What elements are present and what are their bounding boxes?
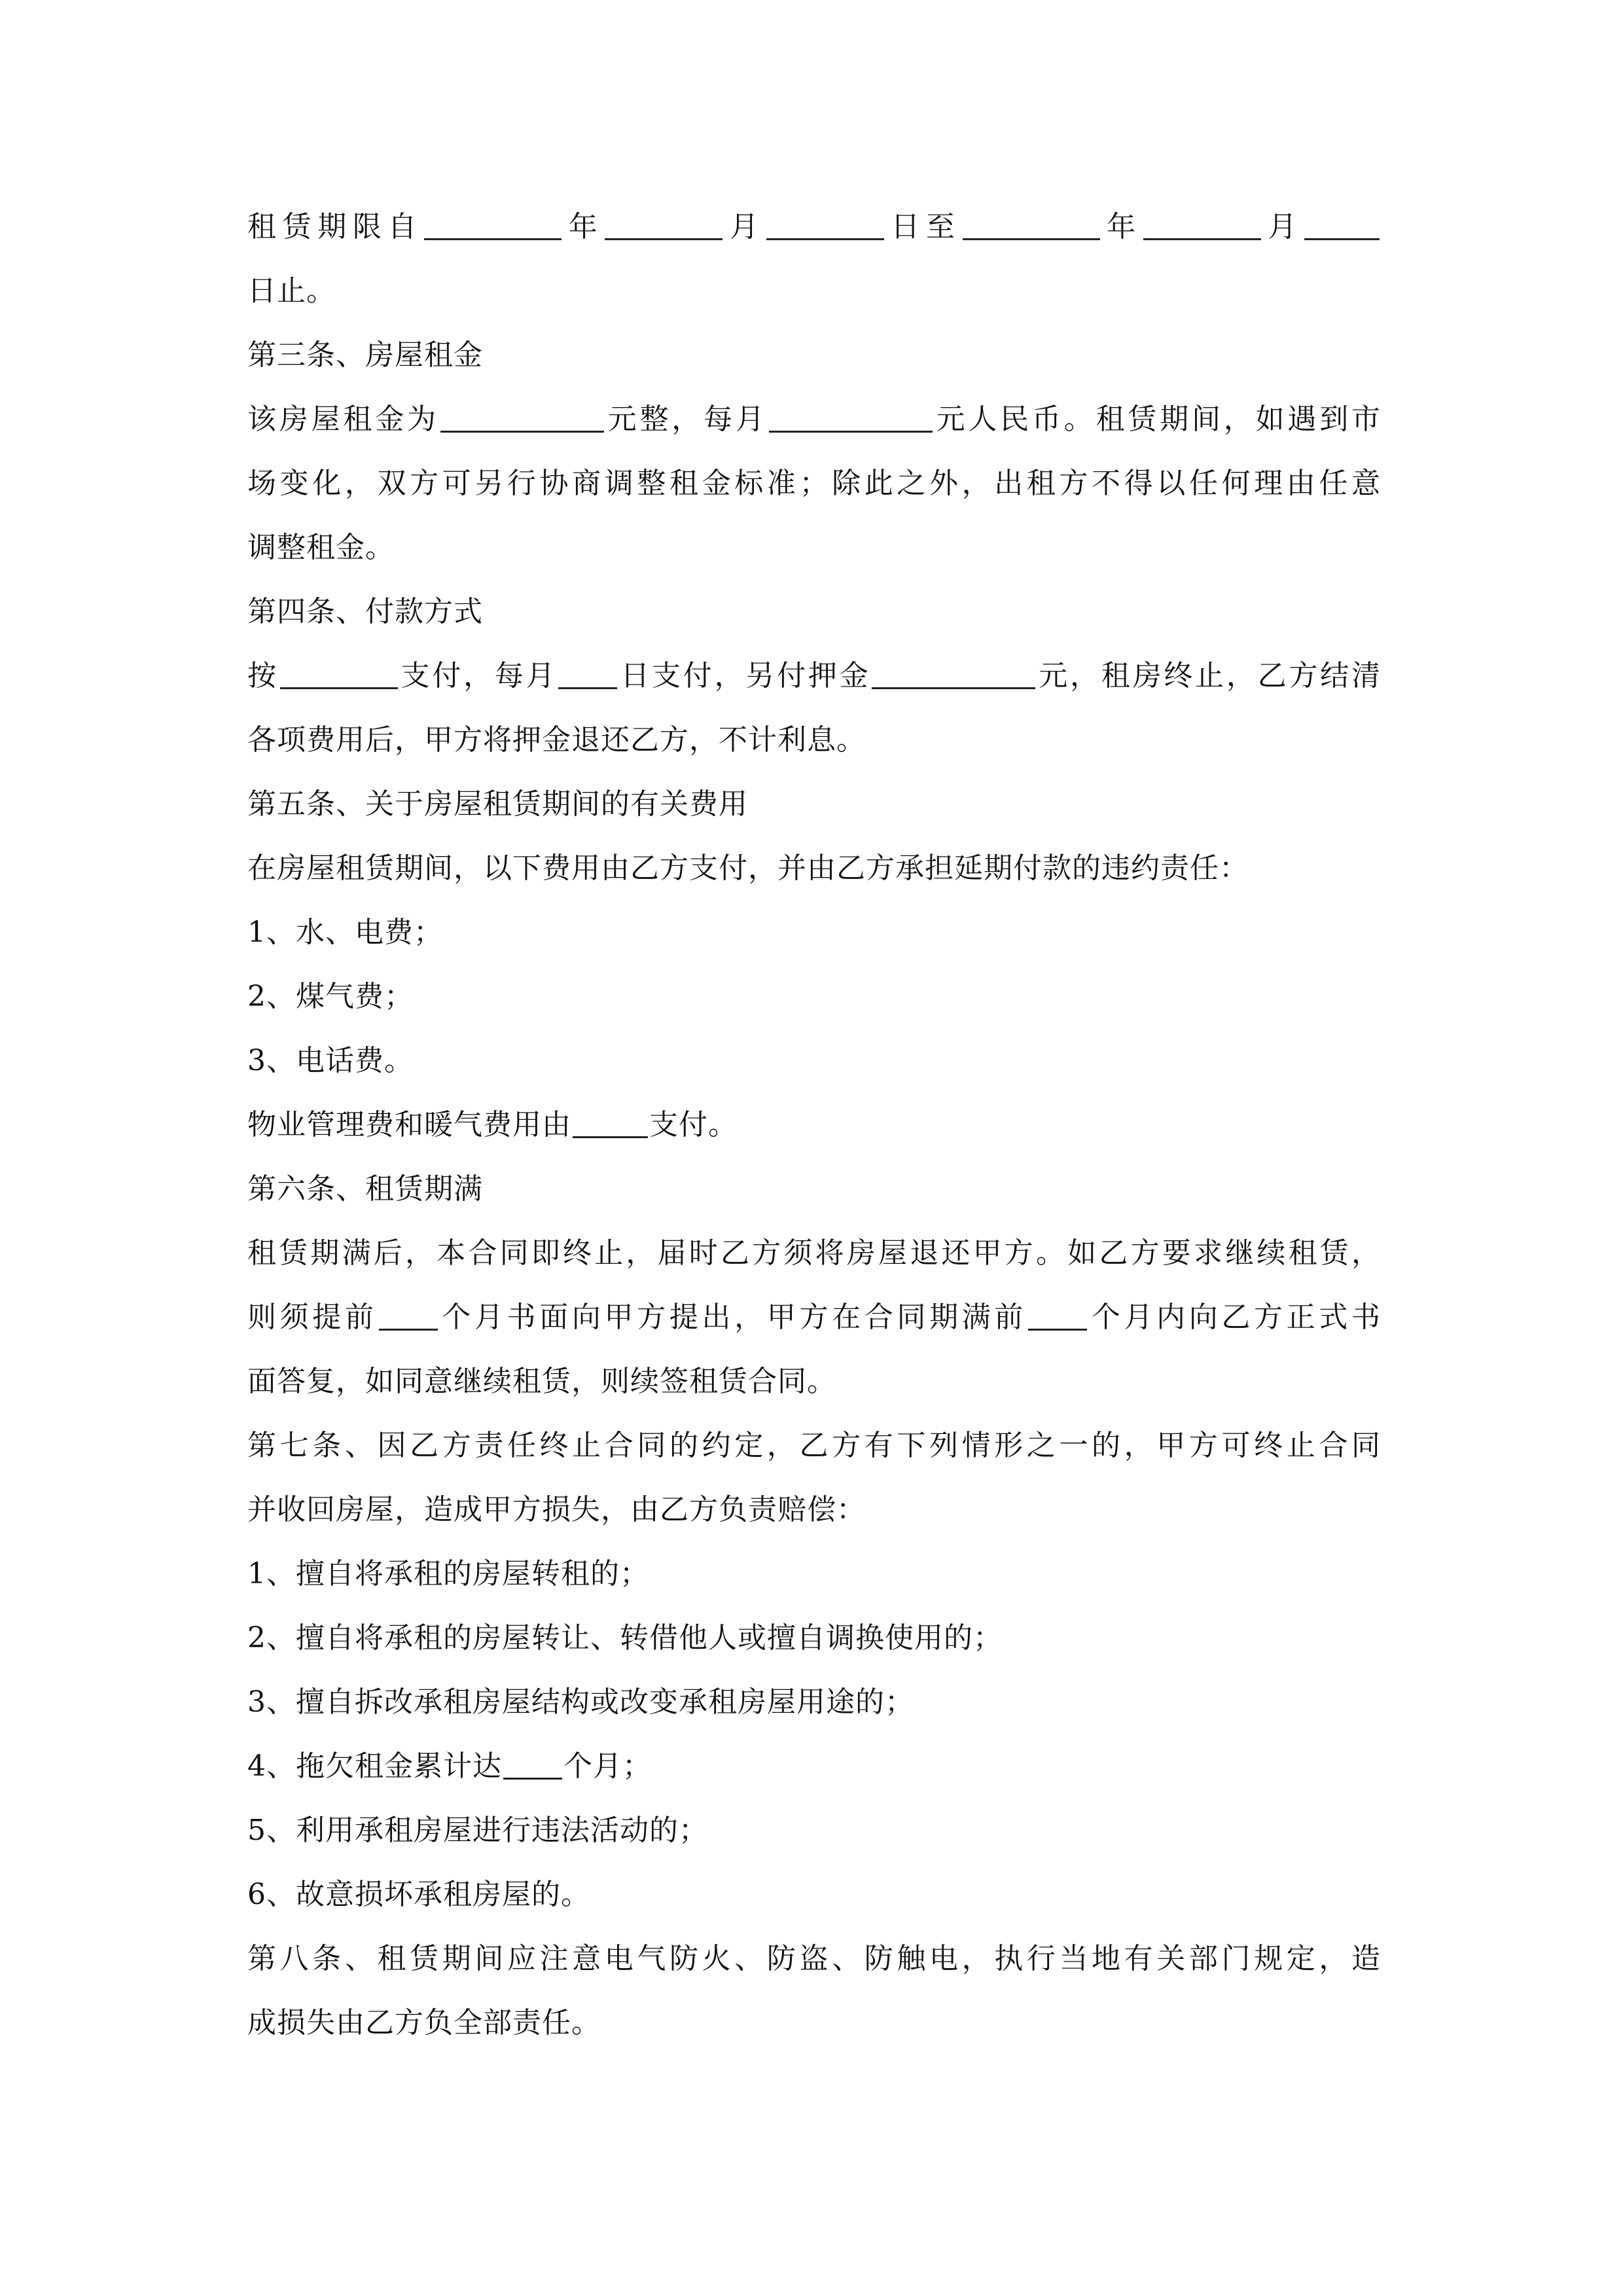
paragraph-line: 面答复，如同意继续租赁，则续签租赁合同。 bbox=[247, 1365, 836, 1398]
text-segment: 4、拖欠租金累计达 bbox=[247, 1749, 502, 1783]
paragraph-line: 租赁期满后，本合同即终止，届时乙方须将房屋退还甲方。如乙方要求继续租赁， bbox=[247, 1236, 1381, 1270]
text-segment: 租赁期限自 bbox=[247, 210, 423, 243]
article-title: 第三条、房屋租金 bbox=[247, 338, 483, 372]
text-segment: 年 bbox=[563, 210, 604, 243]
list-item: 2、煤气费； bbox=[247, 980, 414, 1013]
text-segment: 元人民币。租赁期间，如遇到市 bbox=[933, 403, 1382, 436]
blank-field[interactable] bbox=[440, 402, 604, 433]
blank-field[interactable] bbox=[872, 658, 1035, 689]
article-title: 第四条、付款方式 bbox=[247, 595, 483, 628]
text-segment: 支付。 bbox=[649, 1108, 738, 1141]
text-segment: 日至 bbox=[885, 210, 961, 243]
list-item: 3、电话费。 bbox=[247, 1044, 414, 1077]
blank-field[interactable] bbox=[766, 209, 884, 240]
list-item: 5、利用承租房屋进行违法活动的； bbox=[247, 1814, 708, 1847]
payment-line bbox=[247, 644, 1381, 708]
text-segment: 元整，每月 bbox=[605, 403, 768, 436]
paragraph-line: 场变化，双方可另行协商调整租金标准；除此之外，出租方不得以任何理由任意 bbox=[247, 467, 1381, 500]
lease-term-line bbox=[247, 195, 1381, 259]
rent-amount-line bbox=[247, 387, 1381, 452]
list-item: 3、擅自拆改承租房屋结构或改变承租房屋用途的； bbox=[247, 1685, 914, 1719]
paragraph-line: 各项费用后，甲方将押金退还乙方，不计利息。 bbox=[247, 723, 866, 757]
renewal-notice-line bbox=[247, 1285, 1381, 1350]
blank-field[interactable] bbox=[1304, 209, 1380, 240]
blank-field[interactable] bbox=[1028, 1300, 1087, 1331]
list-item bbox=[247, 1734, 1381, 1799]
text-segment: 元，租房终止，乙方结清 bbox=[1037, 659, 1382, 692]
list-item: 6、故意损坏承租房屋的。 bbox=[247, 1878, 590, 1911]
list-item: 1、水、电费； bbox=[247, 916, 443, 949]
paragraph-line: 在房屋租赁期间，以下费用由乙方支付，并由乙方承担延期付款的违约责任： bbox=[247, 852, 1249, 885]
text-segment: 按 bbox=[247, 659, 279, 692]
blank-field[interactable] bbox=[573, 1107, 648, 1138]
text-segment: 月 bbox=[724, 210, 765, 243]
list-item: 1、擅自将承租的房屋转租的； bbox=[247, 1557, 649, 1590]
paragraph-line: 并收回房屋，造成甲方损失，由乙方负责赔偿： bbox=[247, 1493, 866, 1526]
text-segment: 个月书面向甲方提出，甲方在合同期满前 bbox=[438, 1300, 1027, 1334]
article-title: 第七条、因乙方责任终止合同的约定，乙方有下列情形之一的，甲方可终止合同 bbox=[247, 1429, 1381, 1462]
paragraph-line: 成损失由乙方负全部责任。 bbox=[247, 2006, 601, 2039]
text-segment: 月 bbox=[1262, 210, 1303, 243]
article-title: 第八条、租赁期间应注意电气防火、防盗、防触电，执行当地有关部门规定，造 bbox=[247, 1942, 1381, 1975]
blank-field[interactable] bbox=[769, 402, 933, 433]
contract-body bbox=[247, 195, 1381, 2055]
management-fee-line bbox=[247, 1093, 1381, 1157]
blank-field[interactable] bbox=[963, 209, 1100, 240]
text-segment: 日支付，另付押金 bbox=[618, 659, 871, 692]
paragraph-line: 日止。 bbox=[247, 274, 336, 308]
article-title: 第五条、关于房屋租赁期间的有关费用 bbox=[247, 787, 748, 821]
blank-field[interactable] bbox=[280, 658, 398, 689]
text-segment: 年 bbox=[1101, 210, 1142, 243]
text-segment: 支付，每月 bbox=[399, 659, 558, 692]
text-segment: 个月； bbox=[563, 1749, 652, 1783]
text-segment: 个月内向乙方正式书 bbox=[1088, 1300, 1381, 1334]
list-item: 2、擅自将承租的房屋转让、转借他人或擅自调换使用的； bbox=[247, 1621, 1003, 1655]
text-segment: 该房屋租金为 bbox=[247, 403, 439, 436]
blank-field[interactable] bbox=[1143, 209, 1261, 240]
article-title: 第六条、租赁期满 bbox=[247, 1172, 483, 1206]
blank-field[interactable] bbox=[379, 1300, 438, 1331]
paragraph-line: 调整租金。 bbox=[247, 531, 395, 564]
blank-field[interactable] bbox=[558, 658, 617, 689]
blank-field[interactable] bbox=[424, 209, 562, 240]
blank-field[interactable] bbox=[503, 1749, 562, 1780]
blank-field[interactable] bbox=[605, 209, 722, 240]
text-segment: 则须提前 bbox=[247, 1300, 378, 1334]
text-segment: 物业管理费和暖气费用由 bbox=[247, 1108, 571, 1141]
